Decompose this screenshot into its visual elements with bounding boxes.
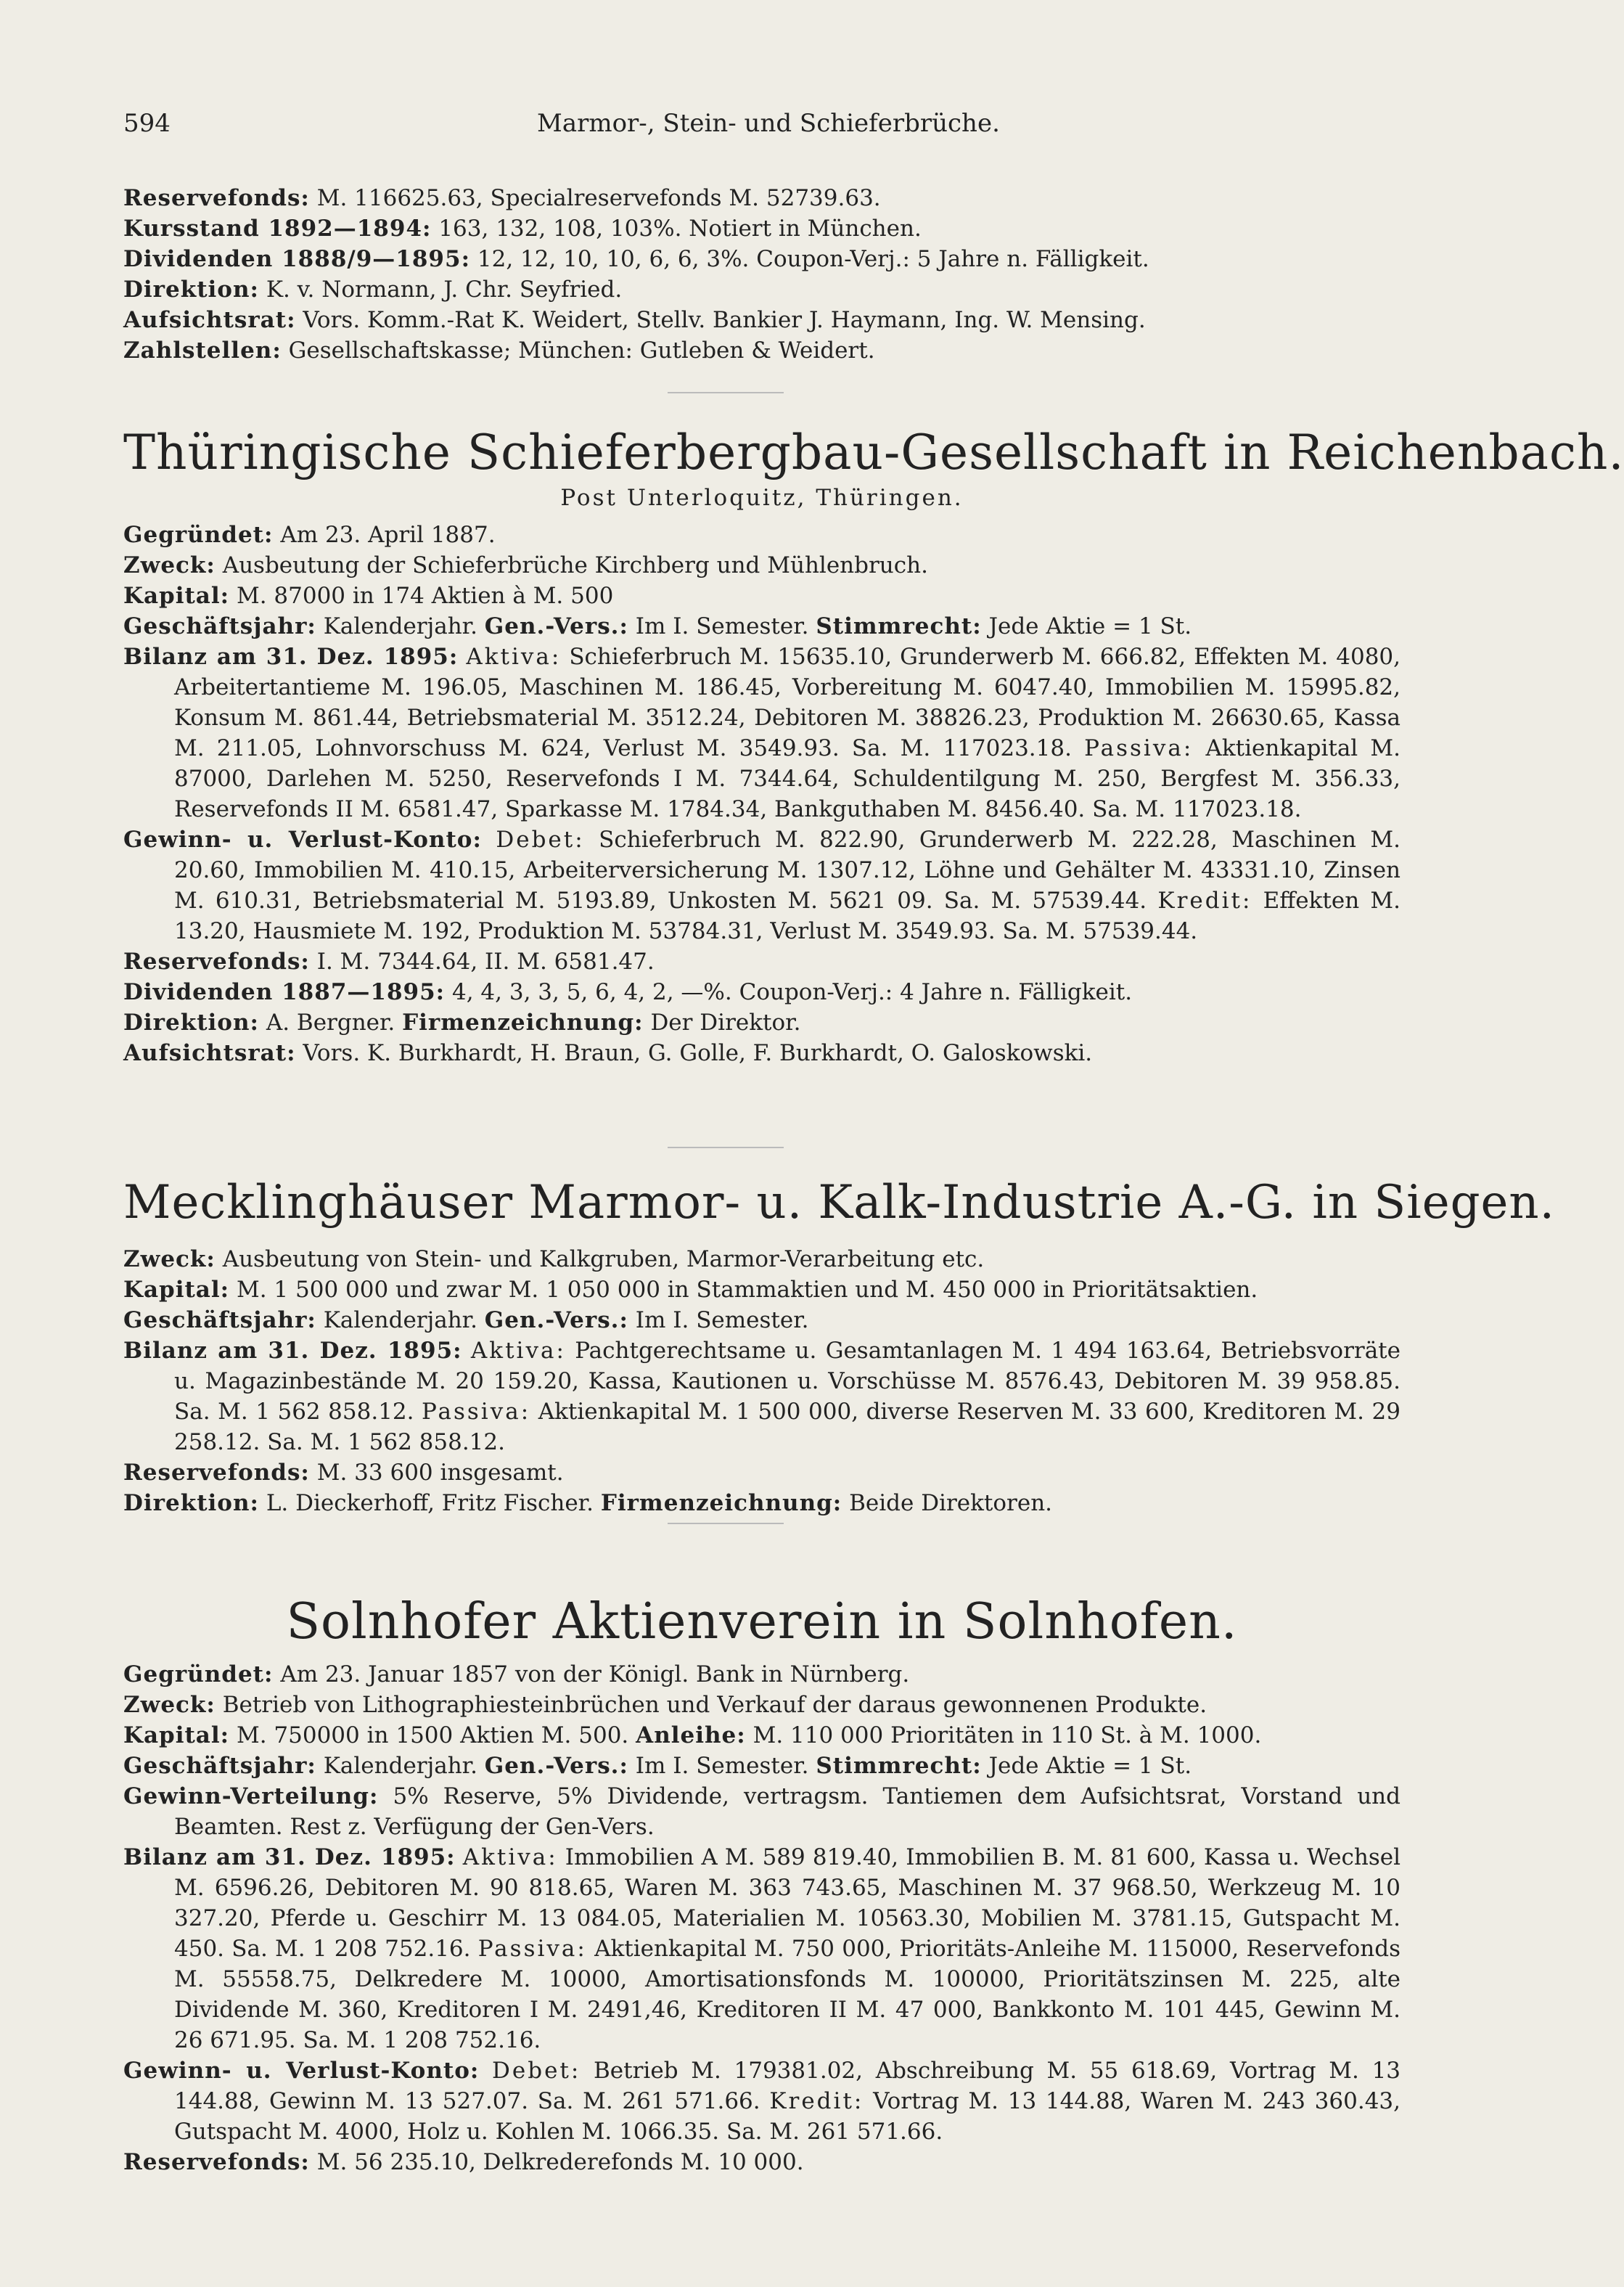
entry-direktion: Direktion: A. Bergner. Firmenzeichnung: Der Direktor. <box>123 1010 801 1036</box>
entry-gegruendet: Gegründet: Am 23. Januar 1857 von der Königl. Bank in Nürnberg. <box>123 1661 910 1687</box>
entry-zahlstellen: Zahlstellen: Gesellschaftskasse; München: Gutleben & Weidert. <box>123 337 875 364</box>
entry-aufsichtsrat: Aufsichtsrat: Vors. K. Burkhardt, H. Braun, G. Golle, F. Burkhardt, O. Galoskowski. <box>123 1040 1093 1066</box>
entry-kapital: Kapital: M. 87000 in 174 Aktien à M. 500 <box>123 583 614 609</box>
entry-geschaeftsjahr: Geschäftsjahr: Kalenderjahr. Gen.-Vers.: Im I. Semester. Stimmrecht: Jede Aktie = 1 St. <box>123 1753 1192 1779</box>
company-block-thueringische <box>123 520 1401 1068</box>
page-number: 594 <box>123 109 171 138</box>
company-block-solnhofer <box>123 1659 1401 2177</box>
entry-kapital: Kapital: M. 1 500 000 und zwar M. 1 050 000 in Stammaktien und M. 450 000 in Prioritätsaktien. <box>123 1277 1258 1303</box>
entry-reservefonds: Reservefonds: I. M. 7344.64, II. M. 6581.47. <box>123 949 655 975</box>
entry-direktion: Direktion: K. v. Normann, J. Chr. Seyfried. <box>123 277 623 303</box>
entry-kursstand: Kursstand 1892—1894: 163, 132, 108, 103%. Notiert in München. <box>123 216 922 242</box>
entry-dividenden: Dividenden 1887—1895: 4, 4, 3, 3, 5, 6, 4, 2, —%. Coupon-Verj.: 4 Jahre n. Fälligkeit. <box>123 979 1133 1005</box>
entry-dividenden: Dividenden 1888/9—1895: 12, 12, 10, 10, 6, 6, 3%. Coupon-Verj.: 5 Jahre n. Fälligkeit. <box>123 246 1149 272</box>
entry-gegruendet: Gegründet: Am 23. April 1887. <box>123 522 496 548</box>
running-title: Marmor-, Stein- und Schieferbrüche. <box>537 109 1000 138</box>
entry-gewinn-verteilung: Gewinn-Verteilung: 5% Reserve, 5% Dividende, vertragsm. Tantiemen dem Aufsichtsrat, Vorstand und Beamten. Rest z. Verfügung der Gen-Vers. <box>123 1783 1401 1840</box>
company-title-thueringische: Thüringische Schieferbergbau-Gesellschaft in Reichenbach. <box>123 425 1624 480</box>
entry-zweck: Zweck: Ausbeutung der Schieferbrüche Kirchberg und Mühlenbruch. <box>123 552 928 578</box>
section-divider <box>668 1523 784 1524</box>
entry-bilanz: Bilanz am 31. Dez. 1895: Aktiva: Pachtgerechtsame u. Gesamtanlagen M. 1 494 163.64, Betriebsvorräte u. Magazinbestände M. 20 159.20, Kassa, Kautionen u. Vorschüsse M. 8576.43, Debitoren M. 39 958.85. Sa. M. 1 562 858.12. Passiva: Aktienkapital M. 1 500 000, diverse Reserven M. 33 600, Kreditoren M. 29 258.12. Sa. M. 1 562 858.12. <box>123 1338 1401 1455</box>
entry-zweck: Zweck: Ausbeutung von Stein- und Kalkgruben, Marmor-Verarbeitung etc. <box>123 1246 985 1272</box>
section-divider <box>668 1147 784 1148</box>
company-subtitle: Post Unterloquitz, Thüringen. <box>560 485 964 511</box>
entry-gewinn-verlust: Gewinn- u. Verlust-Konto: Debet: Betrieb M. 179381.02, Abschreibung M. 55 618.69, Vortrag M. 13 144.88, Gewinn M. 13 527.07. Sa. M. 261 571.66. Kredit: Vortrag M. 13 144.88, Waren M. 243 360.43, Gutspacht M. 4000, Holz u. Kohlen M. 1066.35. Sa. M. 261 571.66. <box>123 2058 1401 2145</box>
entry-gewinn-verlust: Gewinn- u. Verlust-Konto: Debet: Schieferbruch M. 822.90, Grunderwerb M. 222.28, Maschinen M. 20.60, Immobilien M. 410.15, Arbeiterversicherung M. 1307.12, Löhne und Gehälter M. 43331.10, Zinsen M. 610.31, Betriebsmaterial M. 5193.89, Unkosten M. 5621 09. Sa. M. 57539.44. Kredit: Effekten M. 13.20, Hausmiete M. 192, Produktion M. 53784.31, Verlust M. 3549.93. Sa. M. 57539.44. <box>123 827 1401 944</box>
section-divider <box>668 392 784 393</box>
entry-direktion: Direktion: L. Dieckerhoff, Fritz Fischer. Firmenzeichnung: Beide Direktoren. <box>123 1490 1053 1516</box>
entry-reservefonds: Reservefonds: M. 33 600 insgesamt. <box>123 1460 564 1486</box>
company-block-mecklinghaeuser <box>123 1244 1401 1518</box>
entry-geschaeftsjahr: Geschäftsjahr: Kalenderjahr. Gen.-Vers.: Im I. Semester. <box>123 1307 809 1333</box>
entry-reservefonds: Reservefonds: M. 56 235.10, Delkrederefonds M. 10 000. <box>123 2149 804 2175</box>
entry-geschaeftsjahr: Geschäftsjahr: Kalenderjahr. Gen.-Vers.: Im I. Semester. Stimmrecht: Jede Aktie = 1 St. <box>123 613 1192 639</box>
entry-zweck: Zweck: Betrieb von Lithographiesteinbrüchen und Verkauf der daraus gewonnenen Produkte. <box>123 1692 1207 1718</box>
entry-aufsichtsrat: Aufsichtsrat: Vors. Komm.-Rat K. Weidert, Stellv. Bankier J. Haymann, Ing. W. Mensing. <box>123 307 1146 333</box>
entry-kapital: Kapital: M. 750000 in 1500 Aktien M. 500. Anleihe: M. 110 000 Prioritäten in 110 St. à M. 1000. <box>123 1722 1262 1748</box>
company-title-solnhofer: Solnhofer Aktienverein in Solnhofen. <box>286 1593 1238 1650</box>
previous-company-tail <box>123 183 1401 366</box>
entry-reservefonds: Reservefonds: M. 116625.63, Specialreservefonds M. 52739.63. <box>123 185 881 211</box>
entry-bilanz: Bilanz am 31. Dez. 1895: Aktiva: Schieferbruch M. 15635.10, Grunderwerb M. 666.82, Effekten M. 4080, Arbeitertantieme M. 196.05, Maschinen M. 186.45, Vorbereitung M. 6047.40, Immobilien M. 15995.82, Konsum M. 861.44, Betriebsmaterial M. 3512.24, Debitoren M. 38826.23, Produktion M. 26630.65, Kassa M. 211.05, Lohnvorschuss M. 624, Verlust M. 3549.93. Sa. M. 117023.18. Passiva: Aktienkapital M. 87000, Darlehen M. 5250, Reservefonds I M. 7344.64, Schuldentilgung M. 250, Bergfest M. 356.33, Reservefonds II M. 6581.47, Sparkasse M. 1784.34, Bankguthaben M. 8456.40. Sa. M. 117023.18. <box>123 644 1401 822</box>
entry-bilanz: Bilanz am 31. Dez. 1895: Aktiva: Immobilien A M. 589 819.40, Immobilien B. M. 81 600, Kassa u. Wechsel M. 6596.26, Debitoren M. 90 818.65, Waren M. 363 743.65, Maschinen M. 37 968.50, Werkzeug M. 10 327.20, Pferde u. Geschirr M. 13 084.05, Materialien M. 10563.30, Mobilien M. 3781.15, Gutspacht M. 450. Sa. M. 1 208 752.16. Passiva: Aktienkapital M. 750 000, Prioritäts-Anleihe M. 115000, Reservefonds M. 55558.75, Delkredere M. 10000, Amortisationsfonds M. 100000, Prioritätszinsen M. 225, alte Dividende M. 360, Kreditoren I M. 2491,46, Kreditoren II M. 47 000, Bankkonto M. 101 445, Gewinn M. 26 671.95. Sa. M. 1 208 752.16. <box>123 1844 1401 2053</box>
company-title-mecklinghaeuser: Mecklinghäuser Marmor- u. Kalk-Industrie A.-G. in Siegen. <box>123 1176 1555 1230</box>
